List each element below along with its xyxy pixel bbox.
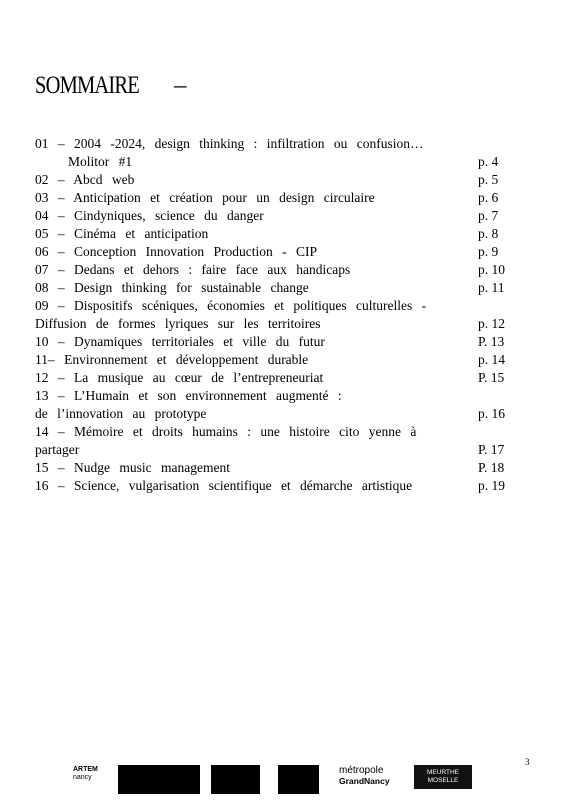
toc-line <box>35 243 507 261</box>
toc-line <box>35 333 507 351</box>
toc-line <box>35 441 507 459</box>
toc-entry-text: 09 – Dispositifs scéniques, économies et politiques culturelles - <box>35 298 427 313</box>
partner-logo-block-2 <box>211 765 260 794</box>
toc-line <box>35 369 507 387</box>
toc-line <box>35 153 507 171</box>
toc-line <box>35 297 507 315</box>
toc-line <box>35 171 507 189</box>
toc-entry-text: 16 – Science, vulgarisation scientifique et démarche artistique <box>35 478 413 493</box>
toc-entry-text: partager <box>35 442 80 457</box>
toc-line <box>35 423 507 441</box>
toc-entry-text: 12 – La musique au cœur de l’entrepreneuriat <box>35 370 324 385</box>
toc-page-ref: p. 14 <box>478 352 505 367</box>
toc-page-ref: p. 10 <box>478 262 505 277</box>
toc-entry-text: 02 – Abcd web <box>35 172 135 187</box>
title-dash: – <box>174 72 187 99</box>
artem-logo: ARTEM nancy <box>73 766 98 781</box>
toc-line <box>35 135 507 153</box>
toc-line <box>35 207 507 225</box>
toc-page-ref: p. 16 <box>478 406 505 421</box>
toc-line <box>35 225 507 243</box>
toc-entry-text: 07 – Dedans et dehors : faire face aux handicaps <box>35 262 351 277</box>
toc-line <box>35 405 507 423</box>
page-title: SOMMAIRE <box>35 72 139 99</box>
toc-entry-text: 15 – Nudge music management <box>35 460 230 475</box>
partner-logo-block-1 <box>118 765 200 794</box>
toc-page-ref: p. 7 <box>478 208 499 223</box>
meurthe-moselle-logo: MEURTHE MOSELLE <box>414 765 472 789</box>
toc-page-ref: P. 17 <box>478 442 505 457</box>
toc-page-ref: p. 11 <box>478 280 505 295</box>
toc-page-ref: P. 13 <box>478 334 505 349</box>
toc-entry-text: 13 – L’Humain et son environnement augmenté : <box>35 388 342 403</box>
toc-entry-text: 03 – Anticipation et création pour un design circulaire <box>35 190 375 205</box>
footer-logos <box>0 760 566 800</box>
toc-entry-text: 06 – Conception Innovation Production - CIP <box>35 244 317 259</box>
toc-entry-text: 10 – Dynamiques territoriales et ville du futur <box>35 334 325 349</box>
toc-line <box>35 261 507 279</box>
toc-entry-text: 11– Environnement et développement durable <box>35 352 309 367</box>
toc-line <box>35 351 507 369</box>
toc-entry-text: 08 – Design thinking for sustainable change <box>35 280 309 295</box>
toc-page-ref: p. 5 <box>478 172 499 187</box>
partner-logo-block-3 <box>278 765 319 794</box>
toc-page-ref: p. 8 <box>478 226 499 241</box>
toc-line <box>35 315 507 333</box>
toc-page-ref: P. 15 <box>478 370 505 385</box>
toc-entry-text: Diffusion de formes lyriques sur les territoires <box>35 316 321 331</box>
toc-page-ref: p. 19 <box>478 478 505 493</box>
toc-page-ref: p. 4 <box>478 154 499 169</box>
toc-page-ref: p. 12 <box>478 316 505 331</box>
toc-entry-text: 04 – Cindyniques, science du danger <box>35 208 264 223</box>
toc-line <box>35 459 507 477</box>
toc-page-ref: P. 18 <box>478 460 505 475</box>
toc-entry-text: 14 – Mémoire et droits humains : une histoire cito yenne à <box>35 424 417 439</box>
table-of-contents <box>35 135 507 495</box>
toc-entry-text: 05 – Cinéma et anticipation <box>35 226 209 241</box>
toc-line <box>35 387 507 405</box>
toc-line <box>35 477 507 495</box>
page-number: 3 <box>525 757 530 767</box>
toc-page-ref: p. 9 <box>478 244 499 259</box>
toc-entry-text: Molitor #1 <box>68 154 133 169</box>
toc-entry-text: de l’innovation au prototype <box>35 406 207 421</box>
toc-line <box>35 189 507 207</box>
toc-line <box>35 279 507 297</box>
toc-page-ref: p. 6 <box>478 190 499 205</box>
toc-entry-text: 01 – 2004 -2024, design thinking : infiltration ou confusion… <box>35 136 424 151</box>
metropole-logo: métropole GrandNancy <box>339 765 390 786</box>
